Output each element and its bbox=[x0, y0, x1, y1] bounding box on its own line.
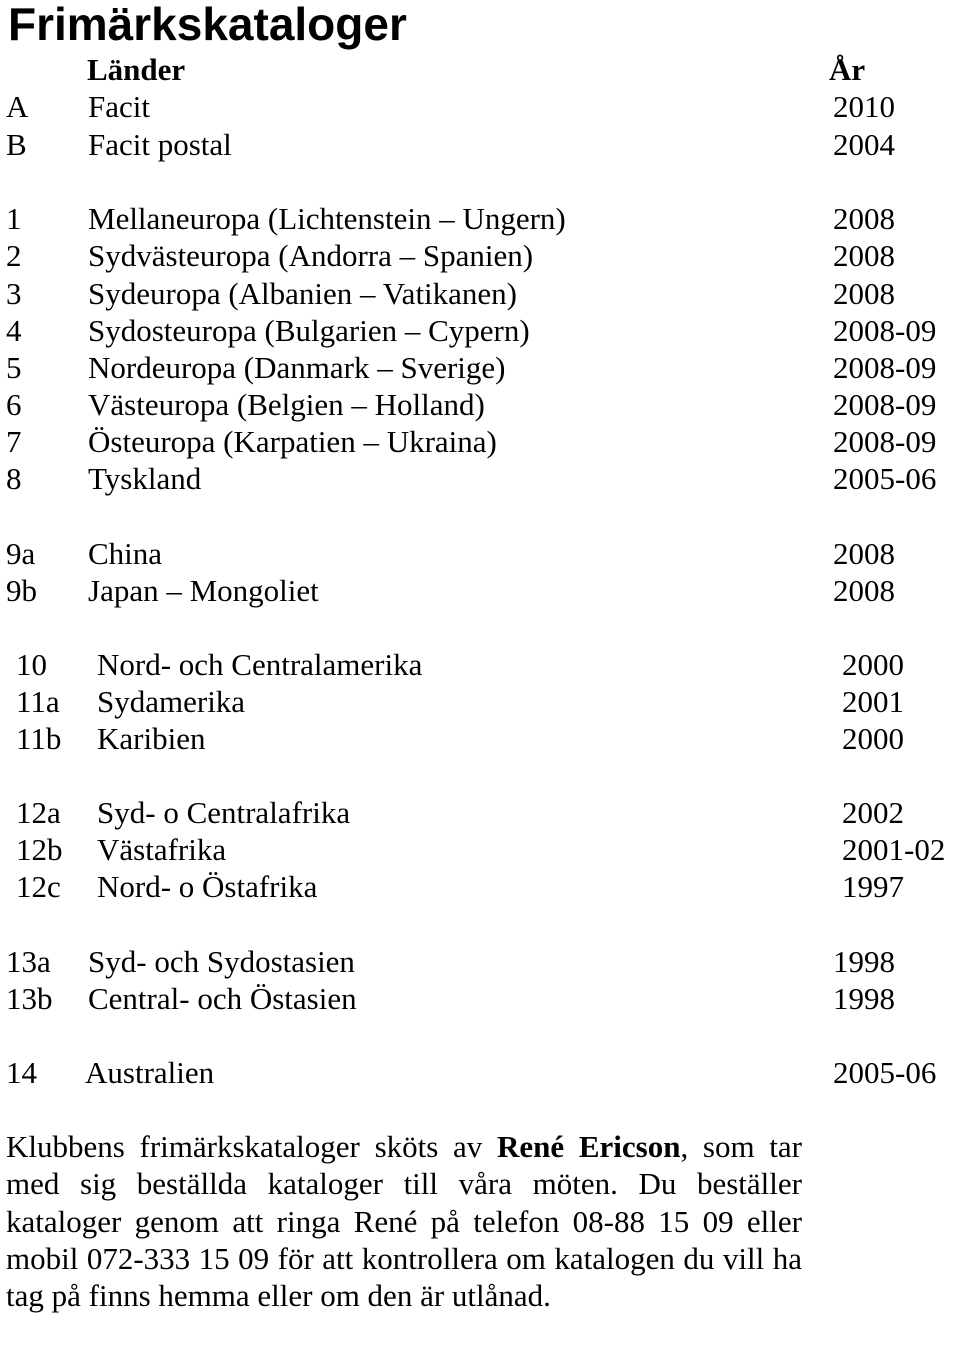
catalog-name: Australien bbox=[85, 1055, 215, 1090]
catalog-name: Tyskland bbox=[88, 461, 202, 496]
catalog-name: China bbox=[88, 536, 163, 571]
catalog-code: 11b bbox=[16, 721, 62, 756]
catalog-name: Facit postal bbox=[88, 127, 232, 162]
catalog-row bbox=[0, 683, 960, 721]
page-title: Frimärkskataloger bbox=[8, 0, 407, 50]
catalog-row bbox=[0, 572, 960, 610]
catalog-name: Syd- o Centralafrika bbox=[97, 795, 351, 830]
catalog-row bbox=[0, 349, 960, 387]
catalog-code: B bbox=[6, 127, 27, 162]
catalog-name: Karibien bbox=[97, 721, 206, 756]
catalog-name: Sydosteuropa (Bulgarien – Cypern) bbox=[88, 313, 530, 348]
catalog-code: 8 bbox=[6, 461, 22, 496]
catalog-code: 12b bbox=[16, 832, 63, 867]
catalog-code: 4 bbox=[6, 313, 22, 348]
catalog-row bbox=[0, 980, 960, 1018]
paragraph-body: , som tar med sig beställda kataloger till våra möten. Du beställer kataloger genom att ringa René på telefon 08-88 15 09 eller mobil 072-333 15 09 för att kontrollera om katalogen du vill ha tag på finns hemma eller om den är utlånad. bbox=[6, 1129, 803, 1314]
catalog-code: 14 bbox=[6, 1055, 37, 1090]
catalog-row bbox=[0, 312, 960, 350]
catalog-year: 2010 bbox=[833, 89, 895, 124]
catalog-name: Mellaneuropa (Lichtenstein – Ungern) bbox=[88, 201, 566, 236]
catalog-year: 2000 bbox=[842, 721, 904, 756]
catalog-row bbox=[0, 831, 960, 869]
catalog-name: Nordeuropa (Danmark – Sverige) bbox=[88, 350, 506, 385]
catalog-year: 2008 bbox=[833, 536, 895, 571]
catalog-row bbox=[0, 868, 960, 906]
catalog-name: Nord- och Centralamerika bbox=[97, 647, 423, 682]
catalog-year: 1997 bbox=[842, 869, 904, 904]
catalog-year: 2005-06 bbox=[833, 1055, 937, 1090]
catalog-row bbox=[0, 423, 960, 461]
catalog-year: 2005-06 bbox=[833, 461, 937, 496]
catalog-name: Sydvästeuropa (Andorra – Spanien) bbox=[88, 238, 534, 273]
catalog-row bbox=[0, 126, 960, 164]
catalog-row bbox=[0, 88, 960, 126]
catalog-year: 2008 bbox=[833, 201, 895, 236]
catalog-row bbox=[0, 535, 960, 573]
catalog-code: 7 bbox=[6, 424, 22, 459]
catalog-name: Nord- o Östafrika bbox=[97, 869, 318, 904]
paragraph-intro: Klubbens frimärkskataloger sköts av bbox=[6, 1129, 497, 1164]
catalog-name: Västeuropa (Belgien – Holland) bbox=[88, 387, 485, 422]
info-paragraph bbox=[6, 1128, 802, 1314]
catalog-code: A bbox=[6, 89, 29, 124]
catalog-code: 3 bbox=[6, 276, 22, 311]
catalog-year: 2002 bbox=[842, 795, 904, 830]
catalog-name: Syd- och Sydostasien bbox=[88, 944, 355, 979]
catalog-name: Japan – Mongoliet bbox=[88, 573, 319, 608]
catalog-code: 12c bbox=[16, 869, 61, 904]
catalog-code: 13a bbox=[6, 944, 51, 979]
catalog-year: 2008 bbox=[833, 238, 895, 273]
catalog-year: 1998 bbox=[833, 981, 895, 1016]
catalog-row bbox=[0, 794, 960, 832]
catalog-name: Facit bbox=[88, 89, 150, 124]
catalog-row bbox=[0, 460, 960, 498]
catalog-row bbox=[0, 275, 960, 313]
catalog-row bbox=[0, 237, 960, 275]
catalog-code: 1 bbox=[6, 201, 22, 236]
catalog-code: 11a bbox=[16, 684, 60, 719]
catalog-year: 2008 bbox=[833, 573, 895, 608]
catalog-year: 2008-09 bbox=[833, 387, 937, 422]
catalog-code: 10 bbox=[16, 647, 47, 682]
catalog-name: Västafrika bbox=[97, 832, 227, 867]
catalog-name: Sydamerika bbox=[97, 684, 246, 719]
catalog-name: Central- och Östasien bbox=[88, 981, 357, 1016]
catalog-row bbox=[0, 386, 960, 424]
catalog-year: 2008-09 bbox=[833, 350, 937, 385]
catalog-code: 2 bbox=[6, 238, 22, 273]
catalog-year: 2008-09 bbox=[833, 313, 937, 348]
catalog-name: Sydeuropa (Albanien – Vatikanen) bbox=[88, 276, 518, 311]
catalog-code: 5 bbox=[6, 350, 22, 385]
catalog-row bbox=[0, 720, 960, 758]
catalog-row bbox=[0, 646, 960, 684]
catalog-code: 12a bbox=[16, 795, 61, 830]
catalog-code: 9b bbox=[6, 573, 37, 608]
catalog-code: 9a bbox=[6, 536, 36, 571]
catalog-year: 1998 bbox=[833, 944, 895, 979]
catalog-year: 2008-09 bbox=[833, 424, 937, 459]
countries-column-header: Länder bbox=[87, 52, 186, 87]
catalog-year: 2004 bbox=[833, 127, 895, 162]
contact-name: René Ericson bbox=[497, 1129, 681, 1164]
catalog-row bbox=[0, 943, 960, 981]
catalog-row bbox=[0, 1054, 960, 1092]
catalog-code: 13b bbox=[6, 981, 53, 1016]
catalog-year: 2001-02 bbox=[842, 832, 946, 867]
catalog-year: 2001 bbox=[842, 684, 904, 719]
year-column-header: År bbox=[829, 52, 866, 87]
catalog-row bbox=[0, 200, 960, 238]
catalog-name: Östeuropa (Karpatien – Ukraina) bbox=[88, 424, 497, 459]
catalog-year: 2000 bbox=[842, 647, 904, 682]
catalog-code: 6 bbox=[6, 387, 22, 422]
catalog-year: 2008 bbox=[833, 276, 895, 311]
